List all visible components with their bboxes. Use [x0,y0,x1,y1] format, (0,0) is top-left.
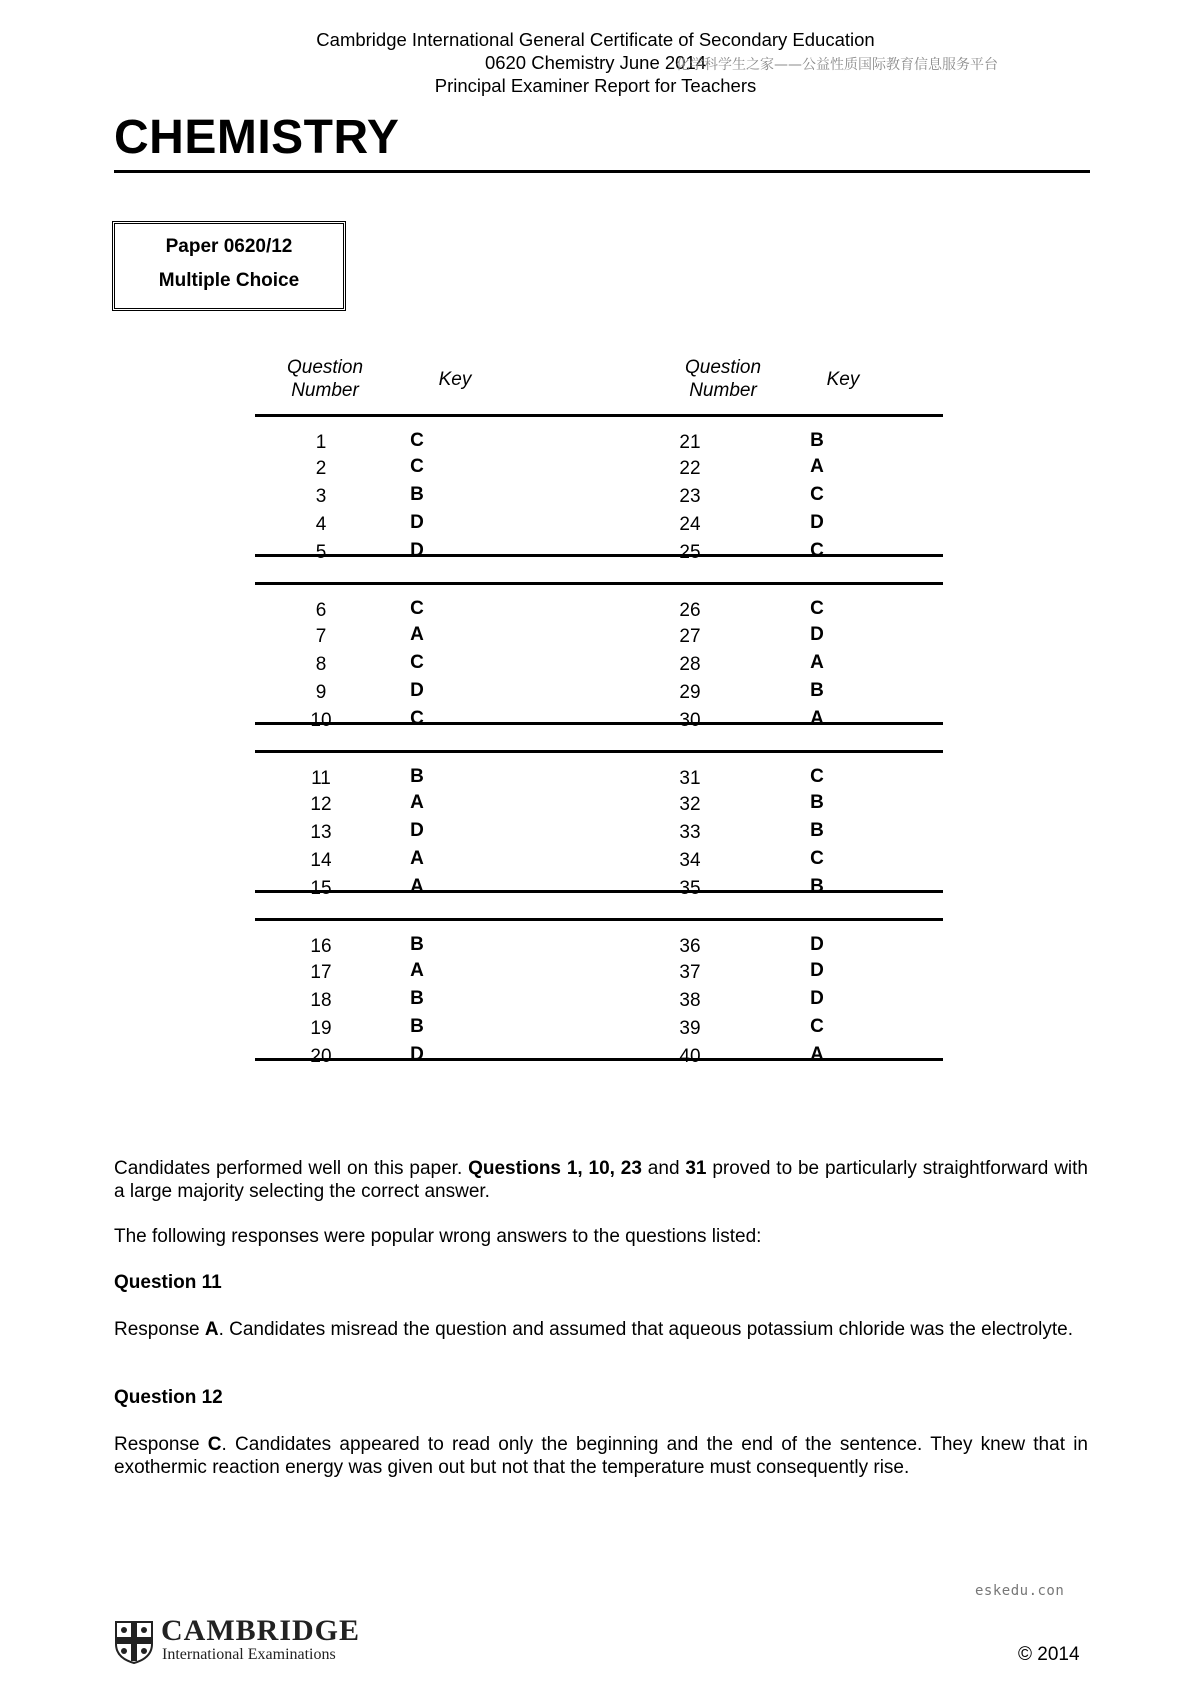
table-rule [255,414,943,417]
question-number-cell: 1 [315,432,327,453]
header-key-left: Key [438,369,472,390]
header-key-right: Key [826,369,860,390]
answer-key-cell: B [810,792,824,813]
question-number-cell: 20 [310,1046,332,1067]
question-number-cell: 32 [679,794,701,815]
answer-key-cell: B [410,988,424,1009]
question-number-cell: 25 [679,542,701,563]
question-number-cell: 14 [310,850,332,871]
watermark-text: 化学科学生之家——公益性质国际教育信息服务平台 [676,57,998,73]
crest-icon [114,1620,154,1664]
question-number-cell: 34 [679,850,701,871]
answer-key-cell: B [410,766,424,787]
intro-bold-question: 31 [685,1158,707,1179]
question-number-cell: 30 [679,710,701,731]
paper-code: Paper 0620/12 [165,236,293,257]
question-number-cell: 4 [315,514,327,535]
question-number-cell: 12 [310,794,332,815]
question-number-cell: 3 [315,486,327,507]
question-number-cell: 15 [310,878,332,899]
question-number-cell: 8 [315,654,327,675]
question-number-cell: 9 [315,682,327,703]
answer-key-cell: B [410,484,424,505]
popular-answers-intro: The following responses were popular wrong answers to the questions listed: [114,1226,762,1247]
question-number-cell: 16 [310,936,332,957]
question-number-cell: 2 [315,458,327,479]
answer-key-cell: B [810,876,824,897]
answer-key-cell: C [410,708,424,729]
answer-key-cell: D [410,1044,424,1065]
answer-key-cell: A [810,652,824,673]
intro-text: and [641,1158,686,1179]
response-prefix: Response [114,1434,208,1455]
question-number-cell: 7 [315,626,327,647]
answer-key-cell: A [810,1044,824,1065]
table-rule [255,582,943,585]
question-number-cell: 13 [310,822,332,843]
answer-key-cell: B [810,820,824,841]
page-title: CHEMISTRY [114,111,400,164]
question-number-cell: 28 [679,654,701,675]
site-watermark: eskedu.con [975,1583,1065,1599]
question-number-cell: 10 [310,710,332,731]
answer-key-cell: D [810,960,824,981]
answer-key-cell: C [810,848,824,869]
question-number-cell: 31 [679,768,701,789]
answer-key-cell: D [810,624,824,645]
answer-key-cell: B [410,1016,424,1037]
answer-key-cell: D [410,540,424,561]
logo-subtitle: International Examinations [162,1646,336,1663]
header-line-3: Principal Examiner Report for Teachers [434,75,757,96]
answer-key-cell: A [410,960,424,981]
question-12-paragraph [114,1433,1088,1479]
question-number-cell: 39 [679,1018,701,1039]
response-letter: C [207,1434,222,1455]
header-line-1: Cambridge International General Certificate of Secondary Education [316,29,875,50]
title-rule [114,170,1090,173]
intro-bold-questions: Questions 1, 10, 23 [468,1158,642,1179]
question-number-cell: 40 [679,1046,701,1067]
logo-name: CAMBRIDGE [161,1614,361,1647]
question-number-cell: 33 [679,822,701,843]
answer-key-cell: C [810,1016,824,1037]
answer-key-cell: D [410,820,424,841]
question-number-cell: 11 [311,768,331,789]
question-11-paragraph [114,1318,1088,1341]
answer-key-cell: D [410,680,424,701]
question-number-cell: 37 [679,962,701,983]
answer-key-cell: D [410,512,424,533]
question-number-cell: 38 [679,990,701,1011]
answer-key-cell: D [810,512,824,533]
question-number-cell: 6 [315,600,327,621]
answer-key-cell: D [810,934,824,955]
table-rule [255,750,943,753]
question-number-cell: 24 [679,514,701,535]
question-11-heading: Question 11 [114,1272,222,1293]
question-12-heading: Question 12 [114,1387,223,1408]
answer-key-cell: C [410,652,424,673]
answer-key-table [255,356,943,1116]
table-rule [255,918,943,921]
answer-key-cell: B [410,934,424,955]
question-number-cell: 22 [679,458,701,479]
answer-key-cell: A [410,792,424,813]
answer-key-cell: C [410,430,424,451]
paper-type: Multiple Choice [158,270,300,291]
response-text: . Candidates misread the question and assumed that aqueous potassium chloride was the electrolyte. [218,1319,1074,1340]
intro-paragraph [114,1157,1088,1203]
answer-key-cell: A [410,848,424,869]
intro-text: Candidates performed well on this paper. [114,1158,469,1179]
response-prefix: Response [114,1319,205,1340]
header-line-2: 0620 Chemistry June 2014 [484,52,707,73]
answer-key-cell: A [810,456,824,477]
paper-info-box [112,221,346,311]
answer-key-cell: C [810,540,824,561]
header-question-number-left: Question Number [286,357,364,401]
answer-key-cell: D [810,988,824,1009]
intro-text: proved to be particularly straightforward with a large majority selecting the correct answer. [114,1158,1088,1202]
question-number-cell: 18 [310,990,332,1011]
answer-key-cell: C [810,766,824,787]
answer-key-cell: A [410,624,424,645]
answer-key-cell: C [410,456,424,477]
question-number-cell: 5 [315,542,327,563]
response-text: . Candidates appeared to read only the beginning and the end of the sentence. They knew that in exothermic reaction energy was given out but not that the temperature must consequently rise. [114,1434,1088,1478]
page-header [0,28,1191,97]
answer-key-cell: C [810,484,824,505]
question-number-cell: 19 [310,1018,332,1039]
question-number-cell: 36 [679,936,701,957]
copyright: © 2014 [1018,1644,1080,1665]
answer-key-cell: B [810,680,824,701]
question-number-cell: 26 [679,600,701,621]
answer-key-cell: C [810,598,824,619]
question-number-cell: 17 [310,962,332,983]
question-number-cell: 35 [679,878,701,899]
question-number-cell: 27 [679,626,701,647]
cambridge-logo [114,1614,361,1666]
question-number-cell: 29 [679,682,701,703]
answer-key-cell: B [810,430,824,451]
response-letter: A [204,1319,219,1340]
answer-key-cell: A [810,708,824,729]
answer-key-cell: C [410,598,424,619]
header-question-number-right: Question Number [684,357,762,401]
answer-key-cell: A [410,876,424,897]
question-number-cell: 23 [679,486,701,507]
question-number-cell: 21 [679,432,701,453]
